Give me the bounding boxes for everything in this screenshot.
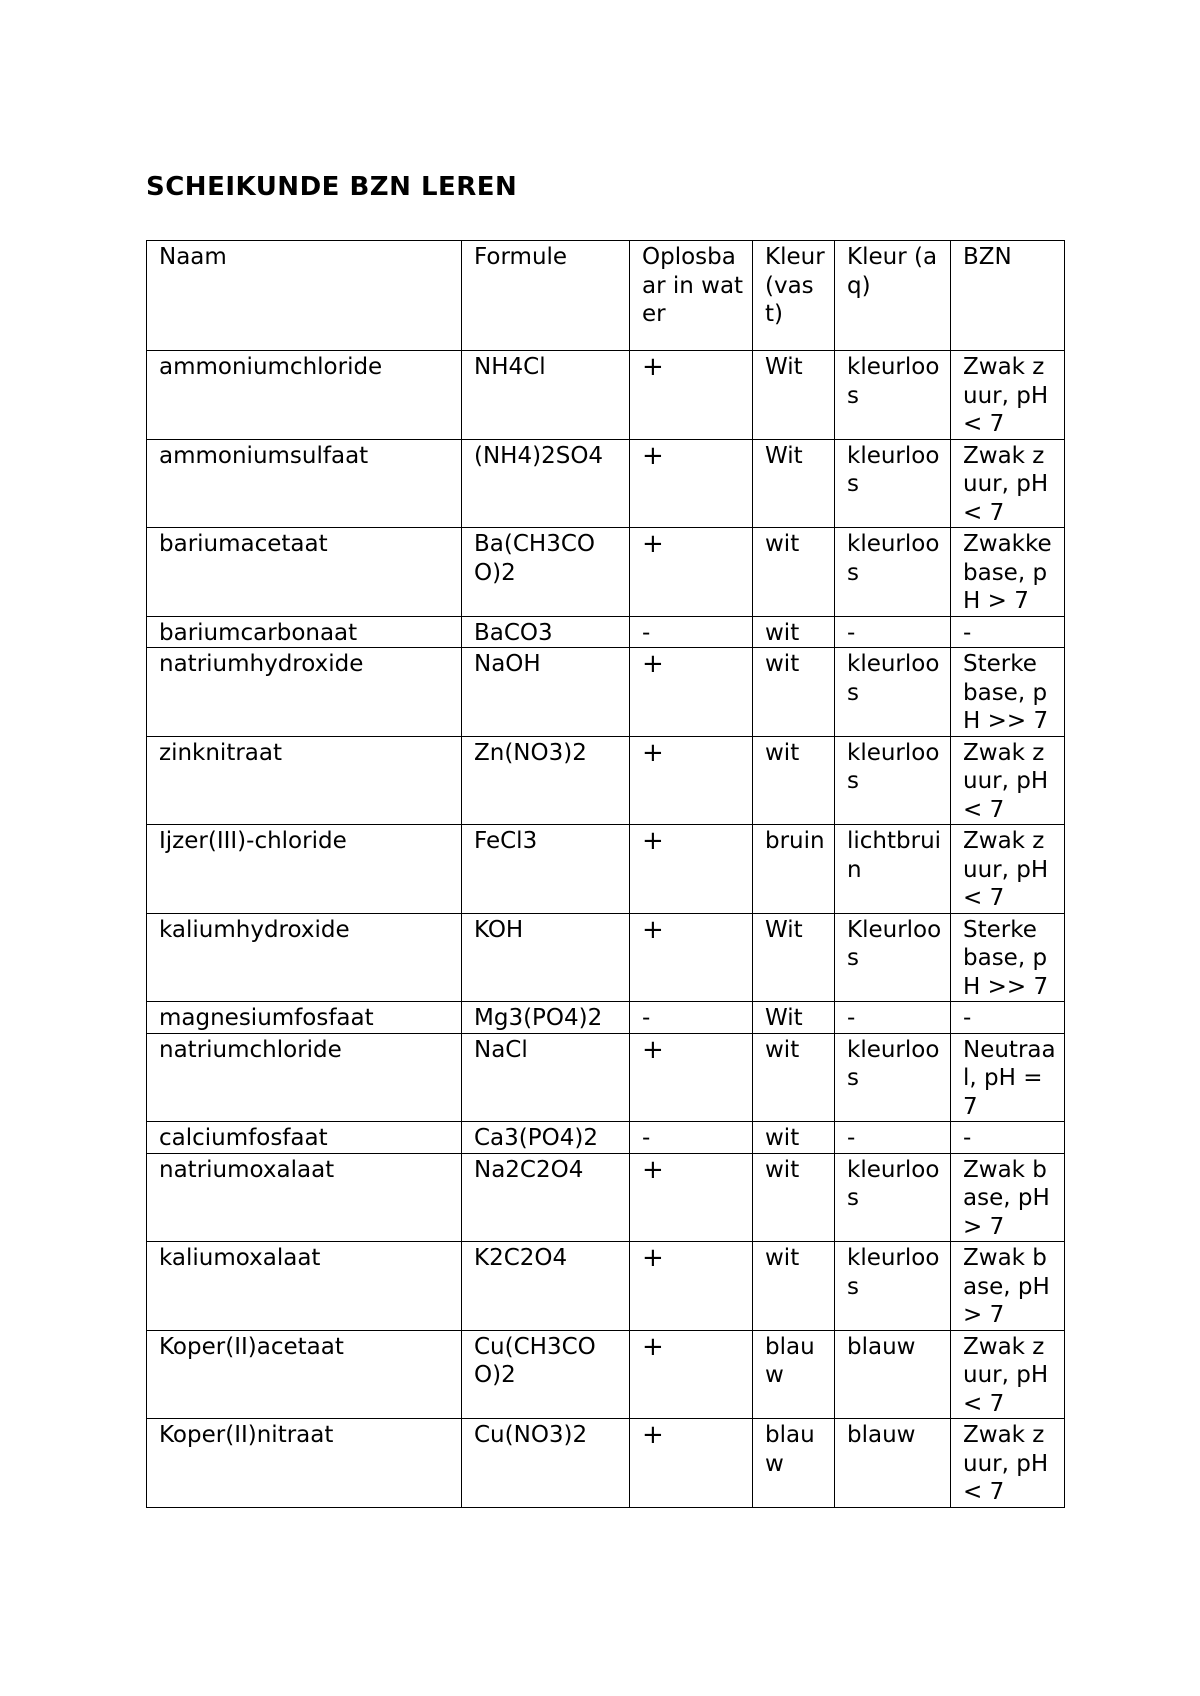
cell-kleur-aq: kleurloos bbox=[835, 528, 951, 617]
cell-naam: zinknitraat bbox=[147, 736, 462, 825]
cell-kleur-aq: kleurloos bbox=[835, 648, 951, 737]
cell-naam: Ijzer(III)-chloride bbox=[147, 825, 462, 914]
table-row bbox=[147, 825, 1065, 914]
cell-kleur-aq: kleurloos bbox=[835, 351, 951, 440]
cell-kleur-aq: lichtbruin bbox=[835, 825, 951, 914]
bzn-table bbox=[146, 240, 1065, 1508]
cell-formule: K2C2O4 bbox=[462, 1242, 630, 1331]
cell-oplosbaar: + bbox=[630, 1033, 753, 1122]
cell-formule: Cu(NO3)2 bbox=[462, 1419, 630, 1508]
cell-bzn: Zwak zuur, pH < 7 bbox=[951, 1330, 1065, 1419]
table-row bbox=[147, 1033, 1065, 1122]
header-bzn: BZN bbox=[951, 241, 1065, 351]
cell-naam: Koper(II)nitraat bbox=[147, 1419, 462, 1508]
cell-kleur-aq: Kleurloos bbox=[835, 913, 951, 1002]
table-row bbox=[147, 736, 1065, 825]
table-row bbox=[147, 1419, 1065, 1508]
cell-formule: (NH4)2SO4 bbox=[462, 439, 630, 528]
table-row bbox=[147, 1153, 1065, 1242]
cell-bzn: Zwak base, pH > 7 bbox=[951, 1153, 1065, 1242]
cell-oplosbaar: + bbox=[630, 736, 753, 825]
cell-bzn: Zwak zuur, pH < 7 bbox=[951, 351, 1065, 440]
cell-kleur-vast: wit bbox=[753, 1153, 835, 1242]
table-row bbox=[147, 1242, 1065, 1331]
table-row bbox=[147, 1122, 1065, 1154]
cell-naam: magnesiumfosfaat bbox=[147, 1002, 462, 1034]
table-header-row bbox=[147, 241, 1065, 351]
cell-kleur-vast: Wit bbox=[753, 439, 835, 528]
header-kleur-aq: Kleur (aq) bbox=[835, 241, 951, 351]
cell-oplosbaar: - bbox=[630, 1002, 753, 1034]
cell-kleur-vast: blauw bbox=[753, 1419, 835, 1508]
cell-bzn: Zwak zuur, pH < 7 bbox=[951, 439, 1065, 528]
cell-oplosbaar: + bbox=[630, 351, 753, 440]
header-kleur-vast: Kleur (vast) bbox=[753, 241, 835, 351]
cell-kleur-aq: kleurloos bbox=[835, 1033, 951, 1122]
cell-naam: natriumhydroxide bbox=[147, 648, 462, 737]
cell-kleur-vast: Wit bbox=[753, 913, 835, 1002]
cell-naam: natriumchloride bbox=[147, 1033, 462, 1122]
cell-formule: NH4Cl bbox=[462, 351, 630, 440]
cell-oplosbaar: + bbox=[630, 528, 753, 617]
cell-kleur-vast: wit bbox=[753, 648, 835, 737]
table-row bbox=[147, 913, 1065, 1002]
cell-formule: Zn(NO3)2 bbox=[462, 736, 630, 825]
table-row bbox=[147, 616, 1065, 648]
cell-bzn: Zwak zuur, pH < 7 bbox=[951, 1419, 1065, 1508]
cell-bzn: - bbox=[951, 1002, 1065, 1034]
table-row bbox=[147, 1002, 1065, 1034]
cell-kleur-vast: wit bbox=[753, 1242, 835, 1331]
header-formule: Formule bbox=[462, 241, 630, 351]
table-body bbox=[147, 351, 1065, 1508]
cell-oplosbaar: + bbox=[630, 1330, 753, 1419]
cell-naam: kaliumoxalaat bbox=[147, 1242, 462, 1331]
document-title: SCHEIKUNDE BZN LEREN bbox=[146, 172, 518, 202]
cell-formule: Ca3(PO4)2 bbox=[462, 1122, 630, 1154]
cell-kleur-vast: wit bbox=[753, 736, 835, 825]
cell-formule: Mg3(PO4)2 bbox=[462, 1002, 630, 1034]
header-naam: Naam bbox=[147, 241, 462, 351]
cell-oplosbaar: - bbox=[630, 616, 753, 648]
cell-kleur-aq: kleurloos bbox=[835, 439, 951, 528]
cell-naam: kaliumhydroxide bbox=[147, 913, 462, 1002]
cell-formule: Na2C2O4 bbox=[462, 1153, 630, 1242]
cell-kleur-vast: blauw bbox=[753, 1330, 835, 1419]
cell-formule: Cu(CH3COO)2 bbox=[462, 1330, 630, 1419]
cell-naam: ammoniumsulfaat bbox=[147, 439, 462, 528]
cell-oplosbaar: + bbox=[630, 1419, 753, 1508]
cell-kleur-aq: kleurloos bbox=[835, 1242, 951, 1331]
cell-naam: ammoniumchloride bbox=[147, 351, 462, 440]
cell-bzn: - bbox=[951, 1122, 1065, 1154]
header-oplosbaar: Oplosbaar in water bbox=[630, 241, 753, 351]
cell-formule: BaCO3 bbox=[462, 616, 630, 648]
cell-oplosbaar: + bbox=[630, 648, 753, 737]
cell-oplosbaar: - bbox=[630, 1122, 753, 1154]
cell-kleur-vast: wit bbox=[753, 528, 835, 617]
cell-naam: bariumacetaat bbox=[147, 528, 462, 617]
cell-kleur-vast: bruin bbox=[753, 825, 835, 914]
cell-kleur-vast: wit bbox=[753, 616, 835, 648]
cell-bzn: Neutraal, pH = 7 bbox=[951, 1033, 1065, 1122]
cell-bzn: Zwak zuur, pH < 7 bbox=[951, 825, 1065, 914]
cell-bzn: Zwakke base, pH > 7 bbox=[951, 528, 1065, 617]
cell-formule: Ba(CH3COO)2 bbox=[462, 528, 630, 617]
cell-kleur-aq: blauw bbox=[835, 1330, 951, 1419]
cell-oplosbaar: + bbox=[630, 439, 753, 528]
cell-oplosbaar: + bbox=[630, 825, 753, 914]
cell-bzn: Sterke base, pH >> 7 bbox=[951, 913, 1065, 1002]
table-row bbox=[147, 439, 1065, 528]
cell-kleur-vast: Wit bbox=[753, 351, 835, 440]
cell-naam: bariumcarbonaat bbox=[147, 616, 462, 648]
table-row bbox=[147, 528, 1065, 617]
table-row bbox=[147, 1330, 1065, 1419]
cell-kleur-aq: blauw bbox=[835, 1419, 951, 1508]
cell-naam: calciumfosfaat bbox=[147, 1122, 462, 1154]
cell-oplosbaar: + bbox=[630, 1153, 753, 1242]
cell-kleur-aq: kleurloos bbox=[835, 1153, 951, 1242]
cell-formule: NaCl bbox=[462, 1033, 630, 1122]
table-row bbox=[147, 351, 1065, 440]
cell-kleur-aq: - bbox=[835, 1002, 951, 1034]
cell-naam: natriumoxalaat bbox=[147, 1153, 462, 1242]
cell-formule: KOH bbox=[462, 913, 630, 1002]
cell-formule: NaOH bbox=[462, 648, 630, 737]
table-row bbox=[147, 648, 1065, 737]
cell-kleur-aq: - bbox=[835, 616, 951, 648]
cell-kleur-vast: Wit bbox=[753, 1002, 835, 1034]
cell-oplosbaar: + bbox=[630, 913, 753, 1002]
cell-formule: FeCl3 bbox=[462, 825, 630, 914]
cell-bzn: Sterke base, pH >> 7 bbox=[951, 648, 1065, 737]
cell-kleur-vast: wit bbox=[753, 1033, 835, 1122]
cell-kleur-vast: wit bbox=[753, 1122, 835, 1154]
cell-kleur-aq: kleurloos bbox=[835, 736, 951, 825]
cell-naam: Koper(II)acetaat bbox=[147, 1330, 462, 1419]
cell-oplosbaar: + bbox=[630, 1242, 753, 1331]
cell-kleur-aq: - bbox=[835, 1122, 951, 1154]
cell-bzn: Zwak zuur, pH < 7 bbox=[951, 736, 1065, 825]
cell-bzn: Zwak base, pH > 7 bbox=[951, 1242, 1065, 1331]
cell-bzn: - bbox=[951, 616, 1065, 648]
